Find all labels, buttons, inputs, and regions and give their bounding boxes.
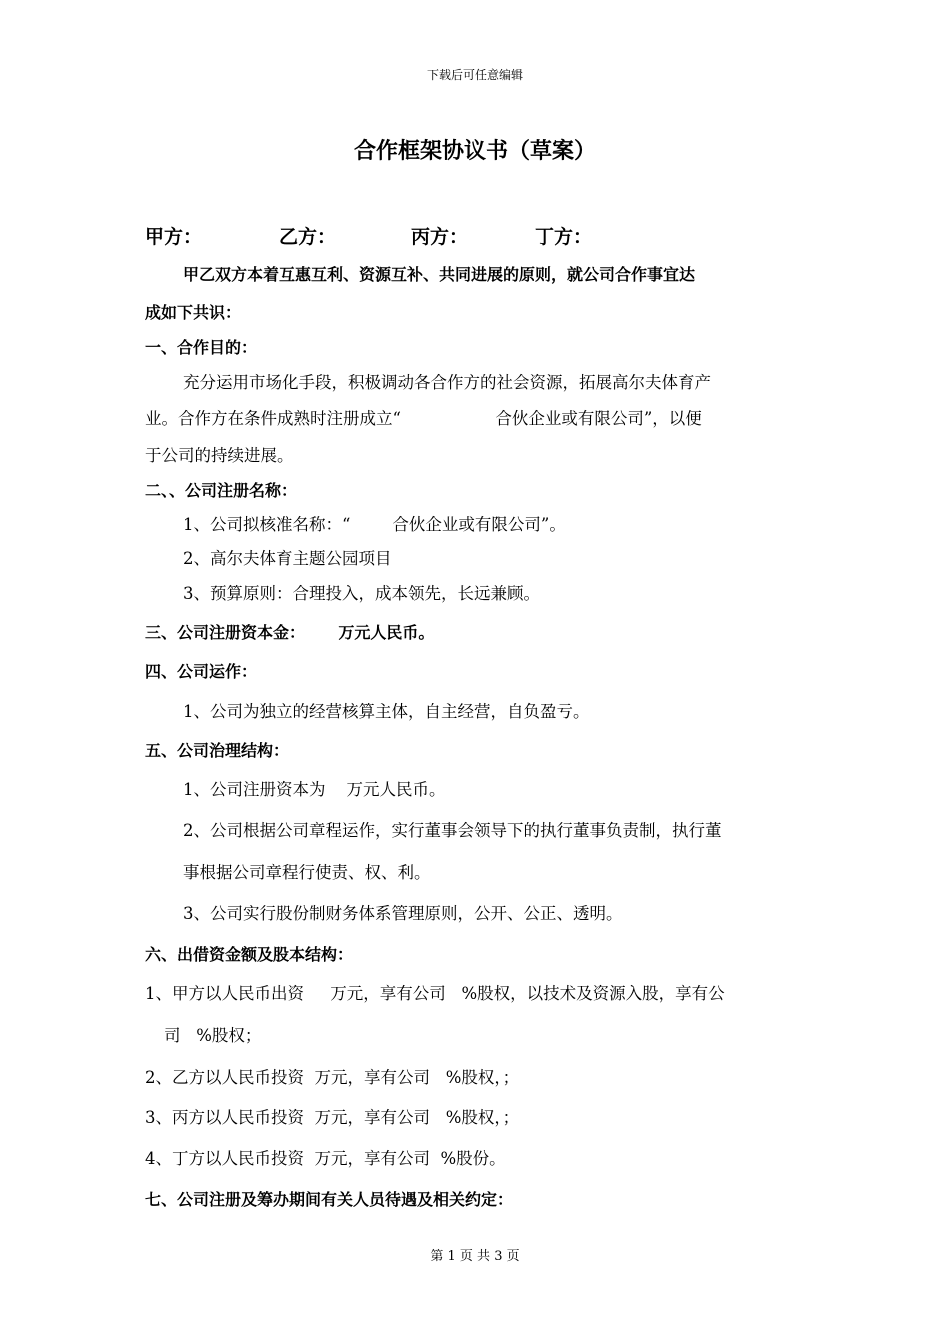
section-5-item-3: 3、公司实行股份制财务体系管理原则，公开、公正、透明。 xyxy=(183,904,623,923)
section-1-line-1: 充分运用市场化手段，积极调动各合作方的社会资源，拓展高尔夫体育产 xyxy=(183,373,711,392)
party-c-label: 丙方： xyxy=(411,226,469,248)
section-2-item-3: 3、预算原则：合理投入，成本领先，长远兼顾。 xyxy=(183,584,540,603)
party-d-label: 丁方： xyxy=(535,226,593,248)
page-footer: 第 1 页 共 3 页 xyxy=(430,1249,520,1264)
intro-line-1: 甲乙双方本着互惠互利、资源互补、共同进展的原则，就公司合作事宜达 xyxy=(183,265,696,284)
section-5-item-2-line-1: 2、公司根据公司章程运作，实行董事会领导下的执行董事负责制，执行董 xyxy=(183,821,722,840)
section-1-line-2: 业。合作方在条件成熟时注册成立“ 合伙企业或有限公司”，以便 xyxy=(145,409,702,428)
section-2-item-1: 1、公司拟核准名称：“ 合伙企业或有限公司”。 xyxy=(183,515,566,534)
section-6-item-3: 3、丙方以人民币投资 万元，享有公司 %股权，； xyxy=(145,1108,520,1127)
section-2-heading: 二、、公司注册名称： xyxy=(145,481,298,500)
section-6-item-1-line-2: 司 %股权； xyxy=(164,1026,262,1045)
section-3-heading: 三、公司注册资本金： 万元人民币。 xyxy=(145,623,435,642)
section-6-item-2: 2、乙方以人民币投资 万元，享有公司 %股权，； xyxy=(145,1068,520,1087)
section-4-item-1: 1、公司为独立的经营核算主体，自主经营，自负盈亏。 xyxy=(183,702,590,721)
section-6-item-1-line-1: 1、甲方以人民币出资 万元，享有公司 %股权，以技术及资源入股，享有公 xyxy=(145,984,725,1003)
section-7-heading: 七、公司注册及筹办期间有关人员待遇及相关约定： xyxy=(145,1190,514,1209)
party-b-label: 乙方： xyxy=(279,226,337,248)
section-4-heading: 四、公司运作： xyxy=(145,662,258,681)
section-5-item-2-line-2: 事根据公司章程行使责、权、利。 xyxy=(183,863,431,882)
section-6-item-4: 4、丁方以人民币投资 万元，享有公司 %股份。 xyxy=(145,1149,506,1168)
section-5-heading: 五、公司治理结构： xyxy=(145,741,290,760)
page-header: 下载后可任意编辑 xyxy=(426,68,523,82)
document-title: 合作框架协议书（草案） xyxy=(353,139,596,164)
party-a-label: 甲方： xyxy=(145,226,203,248)
section-5-item-1: 1、公司注册资本为 万元人民币。 xyxy=(183,780,446,799)
section-2-item-2: 2、高尔夫体育主题公园项目 xyxy=(183,549,392,568)
intro-line-2: 成如下共识： xyxy=(145,303,242,322)
section-1-line-3: 于公司的持续进展。 xyxy=(145,446,294,465)
section-1-heading: 一、合作目的： xyxy=(145,338,258,357)
section-6-heading: 六、出借资金额及股本结构： xyxy=(145,945,354,964)
